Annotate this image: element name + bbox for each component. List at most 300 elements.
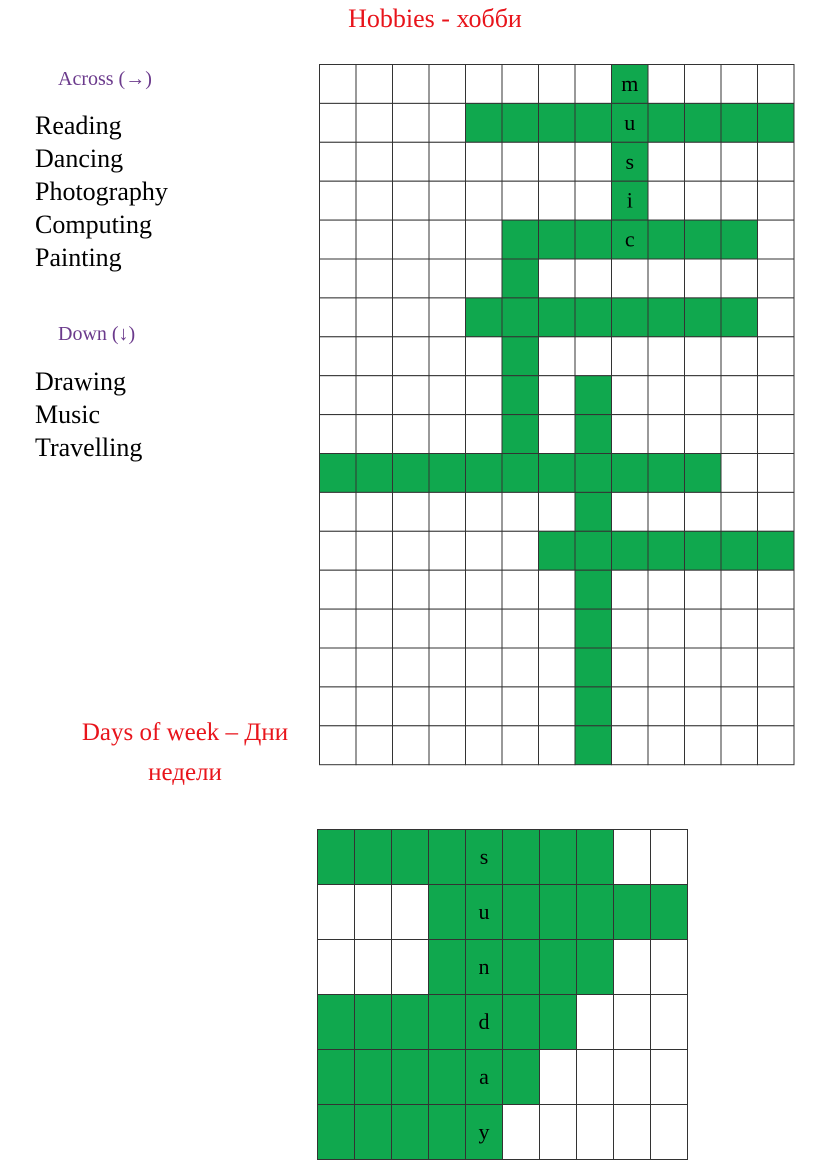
hobbies-empty-cell[interactable]	[356, 648, 393, 687]
days-empty-cell[interactable]	[355, 885, 392, 940]
days-filled-cell[interactable]	[429, 885, 466, 940]
hobbies-empty-cell[interactable]	[685, 181, 722, 220]
hobbies-empty-cell[interactable]	[502, 609, 539, 648]
hobbies-empty-cell[interactable]	[648, 142, 685, 181]
hobbies-filled-cell[interactable]	[721, 531, 758, 570]
hobbies-empty-cell[interactable]	[612, 415, 649, 454]
hobbies-filled-cell[interactable]	[685, 220, 722, 259]
days-filled-cell[interactable]	[392, 1050, 429, 1105]
hobbies-empty-cell[interactable]	[356, 687, 393, 726]
hobbies-empty-cell[interactable]	[320, 376, 357, 415]
hobbies-empty-cell[interactable]	[502, 570, 539, 609]
days-filled-cell[interactable]	[355, 1105, 392, 1160]
hobbies-empty-cell[interactable]	[758, 726, 795, 765]
hobbies-filled-cell[interactable]	[612, 531, 649, 570]
hobbies-empty-cell[interactable]	[758, 492, 795, 531]
hobbies-filled-cell[interactable]	[502, 454, 539, 493]
days-filled-cell[interactable]	[355, 995, 392, 1050]
hobbies-filled-cell[interactable]	[575, 726, 612, 765]
hobbies-empty-cell[interactable]	[429, 415, 466, 454]
hobbies-empty-cell[interactable]	[356, 415, 393, 454]
hobbies-cell-letter: m	[621, 70, 639, 96]
hobbies-empty-cell[interactable]	[721, 492, 758, 531]
hobbies-empty-cell[interactable]	[393, 337, 430, 376]
hobbies-empty-cell[interactable]	[539, 181, 576, 220]
days-empty-cell[interactable]	[651, 830, 688, 885]
hobbies-filled-cell[interactable]	[320, 454, 357, 493]
hobbies-empty-cell[interactable]	[685, 376, 722, 415]
hobbies-filled-cell[interactable]	[721, 298, 758, 337]
hobbies-empty-cell[interactable]	[648, 259, 685, 298]
hobbies-empty-cell[interactable]	[539, 648, 576, 687]
hobbies-empty-cell[interactable]	[685, 726, 722, 765]
hobbies-empty-cell[interactable]	[758, 337, 795, 376]
days-empty-cell[interactable]	[503, 1105, 540, 1160]
hobbies-filled-cell[interactable]	[539, 454, 576, 493]
days-cell-letter: d	[478, 1009, 490, 1034]
hobbies-empty-cell[interactable]	[356, 337, 393, 376]
hobbies-empty-cell[interactable]	[502, 726, 539, 765]
hobbies-filled-cell[interactable]	[502, 259, 539, 298]
hobbies-cell-letter: c	[624, 226, 635, 252]
hobbies-empty-cell[interactable]	[758, 570, 795, 609]
hobbies-empty-cell[interactable]	[612, 726, 649, 765]
hobbies-empty-cell[interactable]	[685, 648, 722, 687]
hobbies-empty-cell[interactable]	[466, 142, 503, 181]
hobbies-empty-cell[interactable]	[721, 181, 758, 220]
hobbies-cell-letter: s	[625, 148, 635, 174]
hobbies-empty-cell[interactable]	[320, 65, 357, 104]
hobbies-empty-cell[interactable]	[758, 687, 795, 726]
hobbies-filled-cell[interactable]	[758, 531, 795, 570]
hobbies-empty-cell[interactable]	[466, 259, 503, 298]
days-cell-letter: a	[479, 1064, 489, 1089]
hobbies-empty-cell[interactable]	[320, 648, 357, 687]
hobbies-empty-cell[interactable]	[429, 65, 466, 104]
hobbies-empty-cell[interactable]	[502, 687, 539, 726]
hobbies-empty-cell[interactable]	[429, 648, 466, 687]
hobbies-empty-cell[interactable]	[320, 609, 357, 648]
hobbies-empty-cell[interactable]	[429, 298, 466, 337]
hobbies-empty-cell[interactable]	[685, 259, 722, 298]
days-empty-cell[interactable]	[614, 1050, 651, 1105]
days-filled-cell[interactable]	[503, 1050, 540, 1105]
hobbies-empty-cell[interactable]	[758, 220, 795, 259]
hobbies-filled-cell[interactable]	[612, 298, 649, 337]
hobbies-empty-cell[interactable]	[429, 687, 466, 726]
down-word: Music	[35, 400, 100, 429]
hobbies-empty-cell[interactable]	[612, 570, 649, 609]
hobbies-filled-cell[interactable]	[685, 103, 722, 142]
hobbies-empty-cell[interactable]	[502, 492, 539, 531]
hobbies-empty-cell[interactable]	[539, 492, 576, 531]
across-word: Painting	[35, 243, 122, 272]
hobbies-empty-cell[interactable]	[685, 570, 722, 609]
hobbies-empty-cell[interactable]	[539, 142, 576, 181]
hobbies-filled-cell[interactable]	[466, 454, 503, 493]
days-filled-cell[interactable]	[540, 940, 577, 995]
hobbies-empty-cell[interactable]	[758, 454, 795, 493]
hobbies-empty-cell[interactable]	[648, 376, 685, 415]
days-filled-cell[interactable]	[318, 995, 355, 1050]
hobbies-empty-cell[interactable]	[758, 415, 795, 454]
hobbies-empty-cell[interactable]	[429, 609, 466, 648]
hobbies-filled-cell[interactable]	[502, 415, 539, 454]
hobbies-empty-cell[interactable]	[685, 687, 722, 726]
hobbies-filled-cell[interactable]	[648, 103, 685, 142]
days-filled-cell[interactable]	[355, 1050, 392, 1105]
hobbies-empty-cell[interactable]	[721, 415, 758, 454]
hobbies-empty-cell[interactable]	[466, 609, 503, 648]
hobbies-filled-cell[interactable]	[685, 531, 722, 570]
days-filled-cell[interactable]	[651, 885, 688, 940]
hobbies-empty-cell[interactable]	[721, 142, 758, 181]
hobbies-empty-cell[interactable]	[466, 726, 503, 765]
days-filled-cell[interactable]	[540, 830, 577, 885]
hobbies-empty-cell[interactable]	[429, 376, 466, 415]
hobbies-filled-cell[interactable]	[502, 376, 539, 415]
hobbies-filled-cell[interactable]	[539, 531, 576, 570]
hobbies-empty-cell[interactable]	[393, 492, 430, 531]
hobbies-empty-cell[interactable]	[320, 103, 357, 142]
hobbies-empty-cell[interactable]	[466, 220, 503, 259]
hobbies-empty-cell[interactable]	[648, 687, 685, 726]
hobbies-empty-cell[interactable]	[685, 337, 722, 376]
hobbies-empty-cell[interactable]	[466, 687, 503, 726]
hobbies-empty-cell[interactable]	[429, 181, 466, 220]
hobbies-filled-cell[interactable]	[502, 298, 539, 337]
hobbies-empty-cell[interactable]	[502, 65, 539, 104]
days-empty-cell[interactable]	[318, 940, 355, 995]
hobbies-empty-cell[interactable]	[685, 65, 722, 104]
days-filled-cell[interactable]	[503, 940, 540, 995]
days-filled-cell[interactable]	[355, 830, 392, 885]
hobbies-empty-cell[interactable]	[356, 726, 393, 765]
hobbies-empty-cell[interactable]	[320, 531, 357, 570]
days-cell-letter: u	[478, 899, 490, 924]
hobbies-empty-cell[interactable]	[393, 142, 430, 181]
hobbies-empty-cell[interactable]	[685, 492, 722, 531]
hobbies-empty-cell[interactable]	[758, 181, 795, 220]
days-filled-cell[interactable]	[540, 885, 577, 940]
hobbies-empty-cell[interactable]	[648, 726, 685, 765]
hobbies-empty-cell[interactable]	[356, 259, 393, 298]
hobbies-empty-cell[interactable]	[721, 609, 758, 648]
hobbies-empty-cell[interactable]	[320, 181, 357, 220]
hobbies-empty-cell[interactable]	[393, 609, 430, 648]
hobbies-empty-cell[interactable]	[539, 337, 576, 376]
hobbies-empty-cell[interactable]	[721, 259, 758, 298]
hobbies-empty-cell[interactable]	[721, 570, 758, 609]
days-filled-cell[interactable]	[392, 1105, 429, 1160]
hobbies-filled-cell[interactable]	[502, 103, 539, 142]
hobbies-empty-cell[interactable]	[758, 609, 795, 648]
hobbies-empty-cell[interactable]	[320, 726, 357, 765]
hobbies-empty-cell[interactable]	[429, 259, 466, 298]
across-heading: Across (→)	[58, 68, 152, 90]
days-empty-cell[interactable]	[614, 995, 651, 1050]
days-empty-cell[interactable]	[318, 885, 355, 940]
hobbies-empty-cell[interactable]	[539, 415, 576, 454]
hobbies-empty-cell[interactable]	[612, 648, 649, 687]
hobbies-filled-cell[interactable]	[648, 220, 685, 259]
hobbies-filled-cell[interactable]	[648, 454, 685, 493]
hobbies-filled-cell[interactable]	[575, 376, 612, 415]
days-empty-cell[interactable]	[392, 940, 429, 995]
hobbies-empty-cell[interactable]	[393, 259, 430, 298]
hobbies-empty-cell[interactable]	[356, 65, 393, 104]
hobbies-empty-cell[interactable]	[539, 726, 576, 765]
days-filled-cell[interactable]	[540, 995, 577, 1050]
hobbies-empty-cell[interactable]	[356, 142, 393, 181]
hobbies-empty-cell[interactable]	[758, 298, 795, 337]
hobbies-empty-cell[interactable]	[356, 376, 393, 415]
hobbies-empty-cell[interactable]	[575, 142, 612, 181]
hobbies-empty-cell[interactable]	[320, 492, 357, 531]
hobbies-empty-cell[interactable]	[502, 648, 539, 687]
hobbies-empty-cell[interactable]	[575, 65, 612, 104]
page-title: Hobbies - хобби	[348, 4, 522, 33]
days-filled-cell[interactable]	[503, 995, 540, 1050]
days-cell-letter: s	[479, 844, 489, 869]
hobbies-empty-cell[interactable]	[502, 142, 539, 181]
hobbies-empty-cell[interactable]	[320, 298, 357, 337]
hobbies-empty-cell[interactable]	[393, 220, 430, 259]
days-empty-cell[interactable]	[540, 1105, 577, 1160]
hobbies-empty-cell[interactable]	[612, 259, 649, 298]
hobbies-empty-cell[interactable]	[320, 570, 357, 609]
days-empty-cell[interactable]	[540, 1050, 577, 1105]
hobbies-empty-cell[interactable]	[356, 492, 393, 531]
days-empty-cell[interactable]	[577, 1050, 614, 1105]
hobbies-filled-cell[interactable]	[393, 454, 430, 493]
hobbies-empty-cell[interactable]	[429, 570, 466, 609]
hobbies-empty-cell[interactable]	[466, 181, 503, 220]
hobbies-filled-cell[interactable]	[648, 531, 685, 570]
days-empty-cell[interactable]	[577, 995, 614, 1050]
hobbies-empty-cell[interactable]	[612, 376, 649, 415]
hobbies-filled-cell[interactable]	[575, 570, 612, 609]
hobbies-empty-cell[interactable]	[648, 415, 685, 454]
hobbies-filled-cell[interactable]	[356, 454, 393, 493]
hobbies-empty-cell[interactable]	[393, 103, 430, 142]
days-empty-cell[interactable]	[355, 940, 392, 995]
hobbies-empty-cell[interactable]	[648, 65, 685, 104]
hobbies-empty-cell[interactable]	[466, 570, 503, 609]
hobbies-filled-cell[interactable]	[575, 531, 612, 570]
hobbies-filled-cell[interactable]	[539, 298, 576, 337]
hobbies-empty-cell[interactable]	[429, 492, 466, 531]
days-empty-cell[interactable]	[651, 1050, 688, 1105]
days-filled-cell[interactable]	[392, 995, 429, 1050]
days-empty-cell[interactable]	[614, 1105, 651, 1160]
hobbies-empty-cell[interactable]	[648, 609, 685, 648]
hobbies-empty-cell[interactable]	[429, 142, 466, 181]
days-empty-cell[interactable]	[651, 940, 688, 995]
hobbies-empty-cell[interactable]	[612, 492, 649, 531]
hobbies-empty-cell[interactable]	[466, 531, 503, 570]
hobbies-filled-cell[interactable]	[575, 687, 612, 726]
hobbies-empty-cell[interactable]	[648, 337, 685, 376]
hobbies-empty-cell[interactable]	[648, 648, 685, 687]
days-filled-cell[interactable]	[318, 1105, 355, 1160]
hobbies-empty-cell[interactable]	[721, 337, 758, 376]
hobbies-filled-cell[interactable]	[466, 103, 503, 142]
days-filled-cell[interactable]	[577, 830, 614, 885]
hobbies-empty-cell[interactable]	[502, 181, 539, 220]
days-empty-cell[interactable]	[651, 1105, 688, 1160]
hobbies-filled-cell[interactable]	[685, 298, 722, 337]
hobbies-empty-cell[interactable]	[758, 648, 795, 687]
hobbies-empty-cell[interactable]	[320, 142, 357, 181]
hobbies-filled-cell[interactable]	[758, 103, 795, 142]
hobbies-empty-cell[interactable]	[685, 609, 722, 648]
hobbies-empty-cell[interactable]	[320, 415, 357, 454]
hobbies-empty-cell[interactable]	[393, 376, 430, 415]
days-empty-cell[interactable]	[577, 1105, 614, 1160]
hobbies-filled-cell[interactable]	[721, 220, 758, 259]
hobbies-empty-cell[interactable]	[466, 337, 503, 376]
days-cell-letter: n	[478, 954, 490, 979]
hobbies-empty-cell[interactable]	[685, 142, 722, 181]
days-empty-cell[interactable]	[651, 995, 688, 1050]
hobbies-empty-cell[interactable]	[429, 531, 466, 570]
hobbies-filled-cell[interactable]	[502, 337, 539, 376]
hobbies-empty-cell[interactable]	[393, 298, 430, 337]
days-filled-cell[interactable]	[429, 940, 466, 995]
hobbies-empty-cell[interactable]	[320, 220, 357, 259]
hobbies-empty-cell[interactable]	[648, 570, 685, 609]
hobbies-filled-cell[interactable]	[575, 492, 612, 531]
hobbies-empty-cell[interactable]	[502, 531, 539, 570]
hobbies-empty-cell[interactable]	[721, 687, 758, 726]
hobbies-empty-cell[interactable]	[758, 259, 795, 298]
hobbies-filled-cell[interactable]	[721, 103, 758, 142]
hobbies-filled-cell[interactable]	[539, 103, 576, 142]
hobbies-empty-cell[interactable]	[575, 259, 612, 298]
hobbies-empty-cell[interactable]	[648, 181, 685, 220]
hobbies-filled-cell[interactable]	[685, 454, 722, 493]
hobbies-filled-cell[interactable]	[502, 220, 539, 259]
hobbies-empty-cell[interactable]	[393, 648, 430, 687]
hobbies-filled-cell[interactable]	[575, 415, 612, 454]
hobbies-empty-cell[interactable]	[356, 531, 393, 570]
hobbies-empty-cell[interactable]	[721, 454, 758, 493]
hobbies-empty-cell[interactable]	[393, 65, 430, 104]
hobbies-empty-cell[interactable]	[356, 220, 393, 259]
hobbies-empty-cell[interactable]	[466, 648, 503, 687]
hobbies-empty-cell[interactable]	[393, 726, 430, 765]
hobbies-empty-cell[interactable]	[539, 259, 576, 298]
hobbies-empty-cell[interactable]	[429, 103, 466, 142]
days-empty-cell[interactable]	[614, 830, 651, 885]
hobbies-filled-cell[interactable]	[575, 609, 612, 648]
days-filled-cell[interactable]	[318, 830, 355, 885]
hobbies-empty-cell[interactable]	[429, 337, 466, 376]
hobbies-empty-cell[interactable]	[539, 570, 576, 609]
hobbies-filled-cell[interactable]	[648, 298, 685, 337]
hobbies-crossword-grid	[319, 64, 795, 766]
hobbies-empty-cell[interactable]	[320, 687, 357, 726]
days-filled-cell[interactable]	[429, 1050, 466, 1105]
hobbies-empty-cell[interactable]	[612, 337, 649, 376]
hobbies-filled-cell[interactable]	[575, 298, 612, 337]
hobbies-empty-cell[interactable]	[685, 415, 722, 454]
hobbies-empty-cell[interactable]	[539, 609, 576, 648]
hobbies-empty-cell[interactable]	[393, 687, 430, 726]
hobbies-empty-cell[interactable]	[721, 726, 758, 765]
days-cell-letter: y	[478, 1119, 490, 1144]
days-empty-cell[interactable]	[614, 940, 651, 995]
days-filled-cell[interactable]	[392, 830, 429, 885]
hobbies-empty-cell[interactable]	[466, 492, 503, 531]
days-filled-cell[interactable]	[429, 995, 466, 1050]
days-filled-cell[interactable]	[429, 1105, 466, 1160]
hobbies-empty-cell[interactable]	[721, 648, 758, 687]
hobbies-empty-cell[interactable]	[356, 298, 393, 337]
hobbies-empty-cell[interactable]	[356, 103, 393, 142]
hobbies-empty-cell[interactable]	[758, 142, 795, 181]
days-filled-cell[interactable]	[614, 885, 651, 940]
hobbies-empty-cell[interactable]	[539, 65, 576, 104]
hobbies-empty-cell[interactable]	[429, 220, 466, 259]
hobbies-empty-cell[interactable]	[612, 687, 649, 726]
hobbies-empty-cell[interactable]	[758, 65, 795, 104]
hobbies-empty-cell[interactable]	[356, 570, 393, 609]
hobbies-empty-cell[interactable]	[539, 376, 576, 415]
hobbies-empty-cell[interactable]	[721, 376, 758, 415]
hobbies-empty-cell[interactable]	[429, 726, 466, 765]
hobbies-empty-cell[interactable]	[393, 570, 430, 609]
hobbies-empty-cell[interactable]	[356, 609, 393, 648]
hobbies-empty-cell[interactable]	[466, 65, 503, 104]
hobbies-empty-cell[interactable]	[393, 181, 430, 220]
hobbies-empty-cell[interactable]	[648, 492, 685, 531]
hobbies-filled-cell[interactable]	[575, 648, 612, 687]
days-filled-cell[interactable]	[503, 830, 540, 885]
hobbies-empty-cell[interactable]	[466, 376, 503, 415]
hobbies-filled-cell[interactable]	[429, 454, 466, 493]
hobbies-filled-cell[interactable]	[466, 298, 503, 337]
hobbies-empty-cell[interactable]	[539, 687, 576, 726]
hobbies-empty-cell[interactable]	[575, 337, 612, 376]
hobbies-empty-cell[interactable]	[393, 415, 430, 454]
days-empty-cell[interactable]	[392, 885, 429, 940]
hobbies-filled-cell[interactable]	[539, 220, 576, 259]
across-word: Computing	[35, 210, 153, 239]
days-filled-cell[interactable]	[429, 830, 466, 885]
hobbies-empty-cell[interactable]	[393, 531, 430, 570]
days-filled-cell[interactable]	[503, 885, 540, 940]
days-filled-cell[interactable]	[577, 885, 614, 940]
hobbies-filled-cell[interactable]	[575, 103, 612, 142]
hobbies-filled-cell[interactable]	[575, 454, 612, 493]
hobbies-empty-cell[interactable]	[320, 337, 357, 376]
hobbies-empty-cell[interactable]	[466, 415, 503, 454]
days-crossword-grid	[317, 829, 690, 1162]
hobbies-empty-cell[interactable]	[575, 181, 612, 220]
days-filled-cell[interactable]	[318, 1050, 355, 1105]
hobbies-filled-cell[interactable]	[612, 454, 649, 493]
hobbies-empty-cell[interactable]	[356, 181, 393, 220]
down-word: Drawing	[35, 367, 126, 396]
hobbies-empty-cell[interactable]	[320, 259, 357, 298]
hobbies-empty-cell[interactable]	[758, 376, 795, 415]
days-filled-cell[interactable]	[577, 940, 614, 995]
hobbies-empty-cell[interactable]	[721, 65, 758, 104]
hobbies-empty-cell[interactable]	[612, 609, 649, 648]
hobbies-filled-cell[interactable]	[575, 220, 612, 259]
